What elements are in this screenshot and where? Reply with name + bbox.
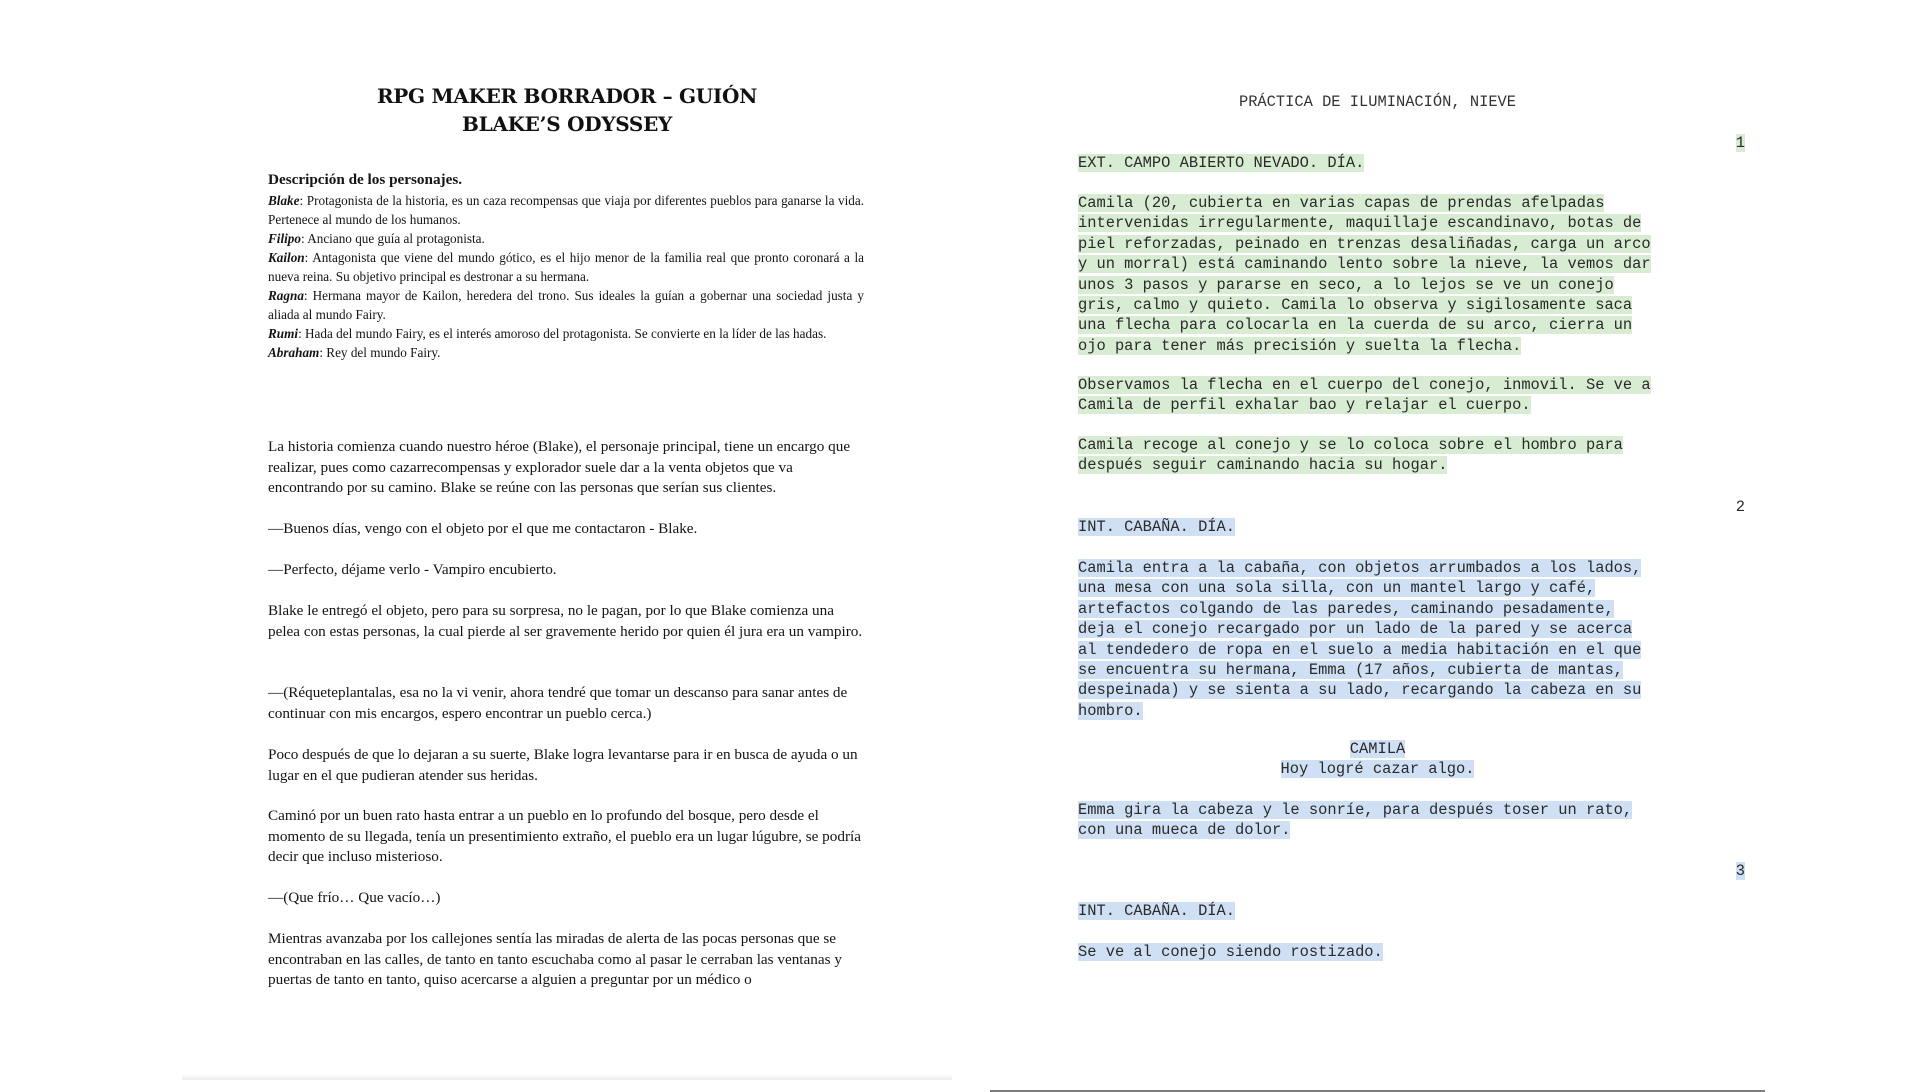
characters-heading: Descripción de los personajes. bbox=[268, 171, 463, 188]
character-entry bbox=[268, 324, 864, 343]
action-block bbox=[1078, 800, 1632, 841]
character-name: Filipo bbox=[268, 231, 301, 246]
character-cue-text: CAMILA bbox=[1349, 740, 1406, 758]
scene-number-label: 2 bbox=[1735, 498, 1745, 516]
action-text: Camila (20, cubierta en varias capas de prendas afelpadas intervenidas irregularmente, maquillaje escandinavo, botas de piel reforzadas, peinado en trenzas desaliñadas, carga un arco y un morral) está caminando lento sobre la nieve, la vemos dar unos 3 pasos y pararse en seco, a lo lejos se ve un conejo gris, calmo y quieto. Camila lo observa y sigilosamente saca una flecha para colocarla en la cuerda de su arco, cierra un ojo para tener más precisión y suelta la flecha. bbox=[1078, 194, 1651, 355]
character-cue bbox=[990, 739, 1765, 759]
story-paragraph: La historia comienza cuando nuestro héroe (Blake), el personaje principal, tiene un encargo que realizar, pues como cazarrecompensas y explorador suele dar a la venta objetos que va encontrando por su camino. Blake se reúne con las personas que serían sus clientes. bbox=[268, 438, 851, 496]
character-entry bbox=[268, 248, 864, 286]
scene-heading-text: INT. CABAÑA. DÍA. bbox=[1078, 518, 1236, 536]
scene-heading-text: EXT. CAMPO ABIERTO NEVADO. DÍA. bbox=[1078, 154, 1365, 172]
scene-heading bbox=[1078, 153, 1364, 173]
story-paragraph: —(Que frío… Que vacío…) bbox=[268, 889, 441, 906]
scene-number bbox=[1736, 861, 1745, 881]
action-block bbox=[1078, 193, 1651, 356]
dialogue bbox=[990, 759, 1765, 779]
scene-heading bbox=[1078, 517, 1235, 537]
story-paragraph: Mientras avanzaba por los callejones sentía las miradas de alerta de las pocas personas que se encontraban en las calles, de tanto en tanto escuchaba como al pasar le cerraban las ventanas y puertas de tanto en tanto, quiso acercarse a alguien a preguntar por un médico o bbox=[268, 930, 842, 988]
character-description: : Hada del mundo Fairy, es el interés amoroso del protagonista. Se convierte en la líder de las hadas. bbox=[298, 326, 827, 341]
action-text: Emma gira la cabeza y le sonríe, para después toser un rato, con una mueca de dolor. bbox=[1078, 801, 1633, 840]
story-paragraph: Blake le entregó el objeto, pero para su sorpresa, no le pagan, por lo que Blake comienza una pelea con estas personas, la cual pierde al ser gravemente herido por quien él jura era un vampiro. bbox=[268, 602, 863, 640]
dialogue-text: Hoy logré cazar algo. bbox=[1280, 760, 1475, 778]
story-paragraph: —Perfecto, déjame verlo - Vampiro encubierto. bbox=[268, 561, 557, 578]
scene-number bbox=[1736, 133, 1745, 153]
story-paragraph: —(Réqueteplantalas, esa no la vi venir, ahora tendré que tomar un descanso para sanar antes de continuar con mis encargos, espero encontrar un pueblo cerca.) bbox=[268, 684, 848, 722]
character-name: Rumi bbox=[268, 326, 299, 341]
character-description: : Protagonista de la historia, es un caza recompensas que viaja por diferentes pueblos para ganarse la vida. Pertenece al mundo de los humanos. bbox=[268, 193, 864, 227]
action-block bbox=[1078, 435, 1623, 476]
action-block bbox=[1078, 558, 1641, 721]
document-subtitle: BLAKE’S ODYSSEY bbox=[462, 112, 672, 136]
scene-number bbox=[1736, 497, 1745, 517]
character-description: : Hermana mayor de Kailon, heredera del trono. Sus ideales la guían a gobernar una sociedad justa y aliada al mundo Fairy. bbox=[268, 288, 864, 322]
screenplay-title: PRÁCTICA DE ILUMINACIÓN, NIEVE bbox=[1238, 93, 1517, 111]
action-text: Camila recoge al conejo y se lo coloca sobre el hombro para después seguir caminando hacia su hogar. bbox=[1078, 436, 1623, 475]
action-text: Camila entra a la cabaña, con objetos arrumbados a los lados, una mesa con una sola silla, con un mantel largo y café, artefactos colgando de las paredes, caminando pesadamente, deja el conejo recargado por un lado de la pared y se acerca al tendedero de ropa en el suelo a media habitación en el que se encuentra su hermana, Emma (17 años, cubierta de mantas, despeinada) y se sienta a su lado, recargando la cabeza en su hombro. bbox=[1078, 559, 1642, 720]
scene-number-label: 1 bbox=[1735, 134, 1745, 152]
character-entry bbox=[268, 286, 864, 324]
character-name: Ragna bbox=[268, 288, 304, 303]
story-paragraph: Caminó por un buen rato hasta entrar a un pueblo en lo profundo del bosque, pero desde el momento de su llegada, tenía un presentimiento extraño, el pueblo era un lugar lúgubre, se podría decir que incluso misterioso. bbox=[268, 807, 861, 865]
page-edge bbox=[182, 1074, 952, 1080]
scene-heading-text: INT. CABAÑA. DÍA. bbox=[1078, 902, 1236, 920]
document-page-left bbox=[182, 0, 952, 1080]
character-description: : Rey del mundo Fairy. bbox=[319, 345, 441, 360]
story-paragraph: Poco después de que lo dejaran a su suerte, Blake logra levantarse para ir en busca de ayuda o un lugar en el que pudieran atender sus heridas. bbox=[268, 746, 858, 784]
action-block bbox=[1078, 375, 1651, 416]
scene-number-label: 3 bbox=[1735, 862, 1745, 880]
character-name: Kailon bbox=[268, 250, 305, 265]
character-name: Blake bbox=[268, 193, 300, 208]
character-entry bbox=[268, 343, 864, 362]
action-text: Observamos la flecha en el cuerpo del conejo, inmovil. Se ve a Camila de perfil exhalar bao y relajar el cuerpo. bbox=[1078, 376, 1651, 415]
characters-list bbox=[268, 191, 864, 362]
action-text: Se ve al conejo siendo rostizado. bbox=[1078, 943, 1383, 961]
character-name: Abraham bbox=[268, 345, 320, 360]
character-description: : Antagonista que viene del mundo gótico, es el hijo menor de la familia real que pronto coronará a la nueva reina. Su objetivo principal es destronar a su hermana. bbox=[268, 250, 864, 284]
story-paragraph: —Buenos días, vengo con el objeto por el que me contactaron - Blake. bbox=[268, 520, 698, 537]
action-block bbox=[1078, 942, 1383, 962]
scene-heading bbox=[1078, 901, 1235, 921]
character-description: : Anciano que guía al protagonista. bbox=[300, 231, 485, 246]
character-entry bbox=[268, 191, 864, 229]
screenplay-page bbox=[990, 0, 1765, 1080]
document-title: RPG MAKER BORRADOR – GUIÓN bbox=[376, 84, 758, 108]
character-entry bbox=[268, 229, 864, 248]
